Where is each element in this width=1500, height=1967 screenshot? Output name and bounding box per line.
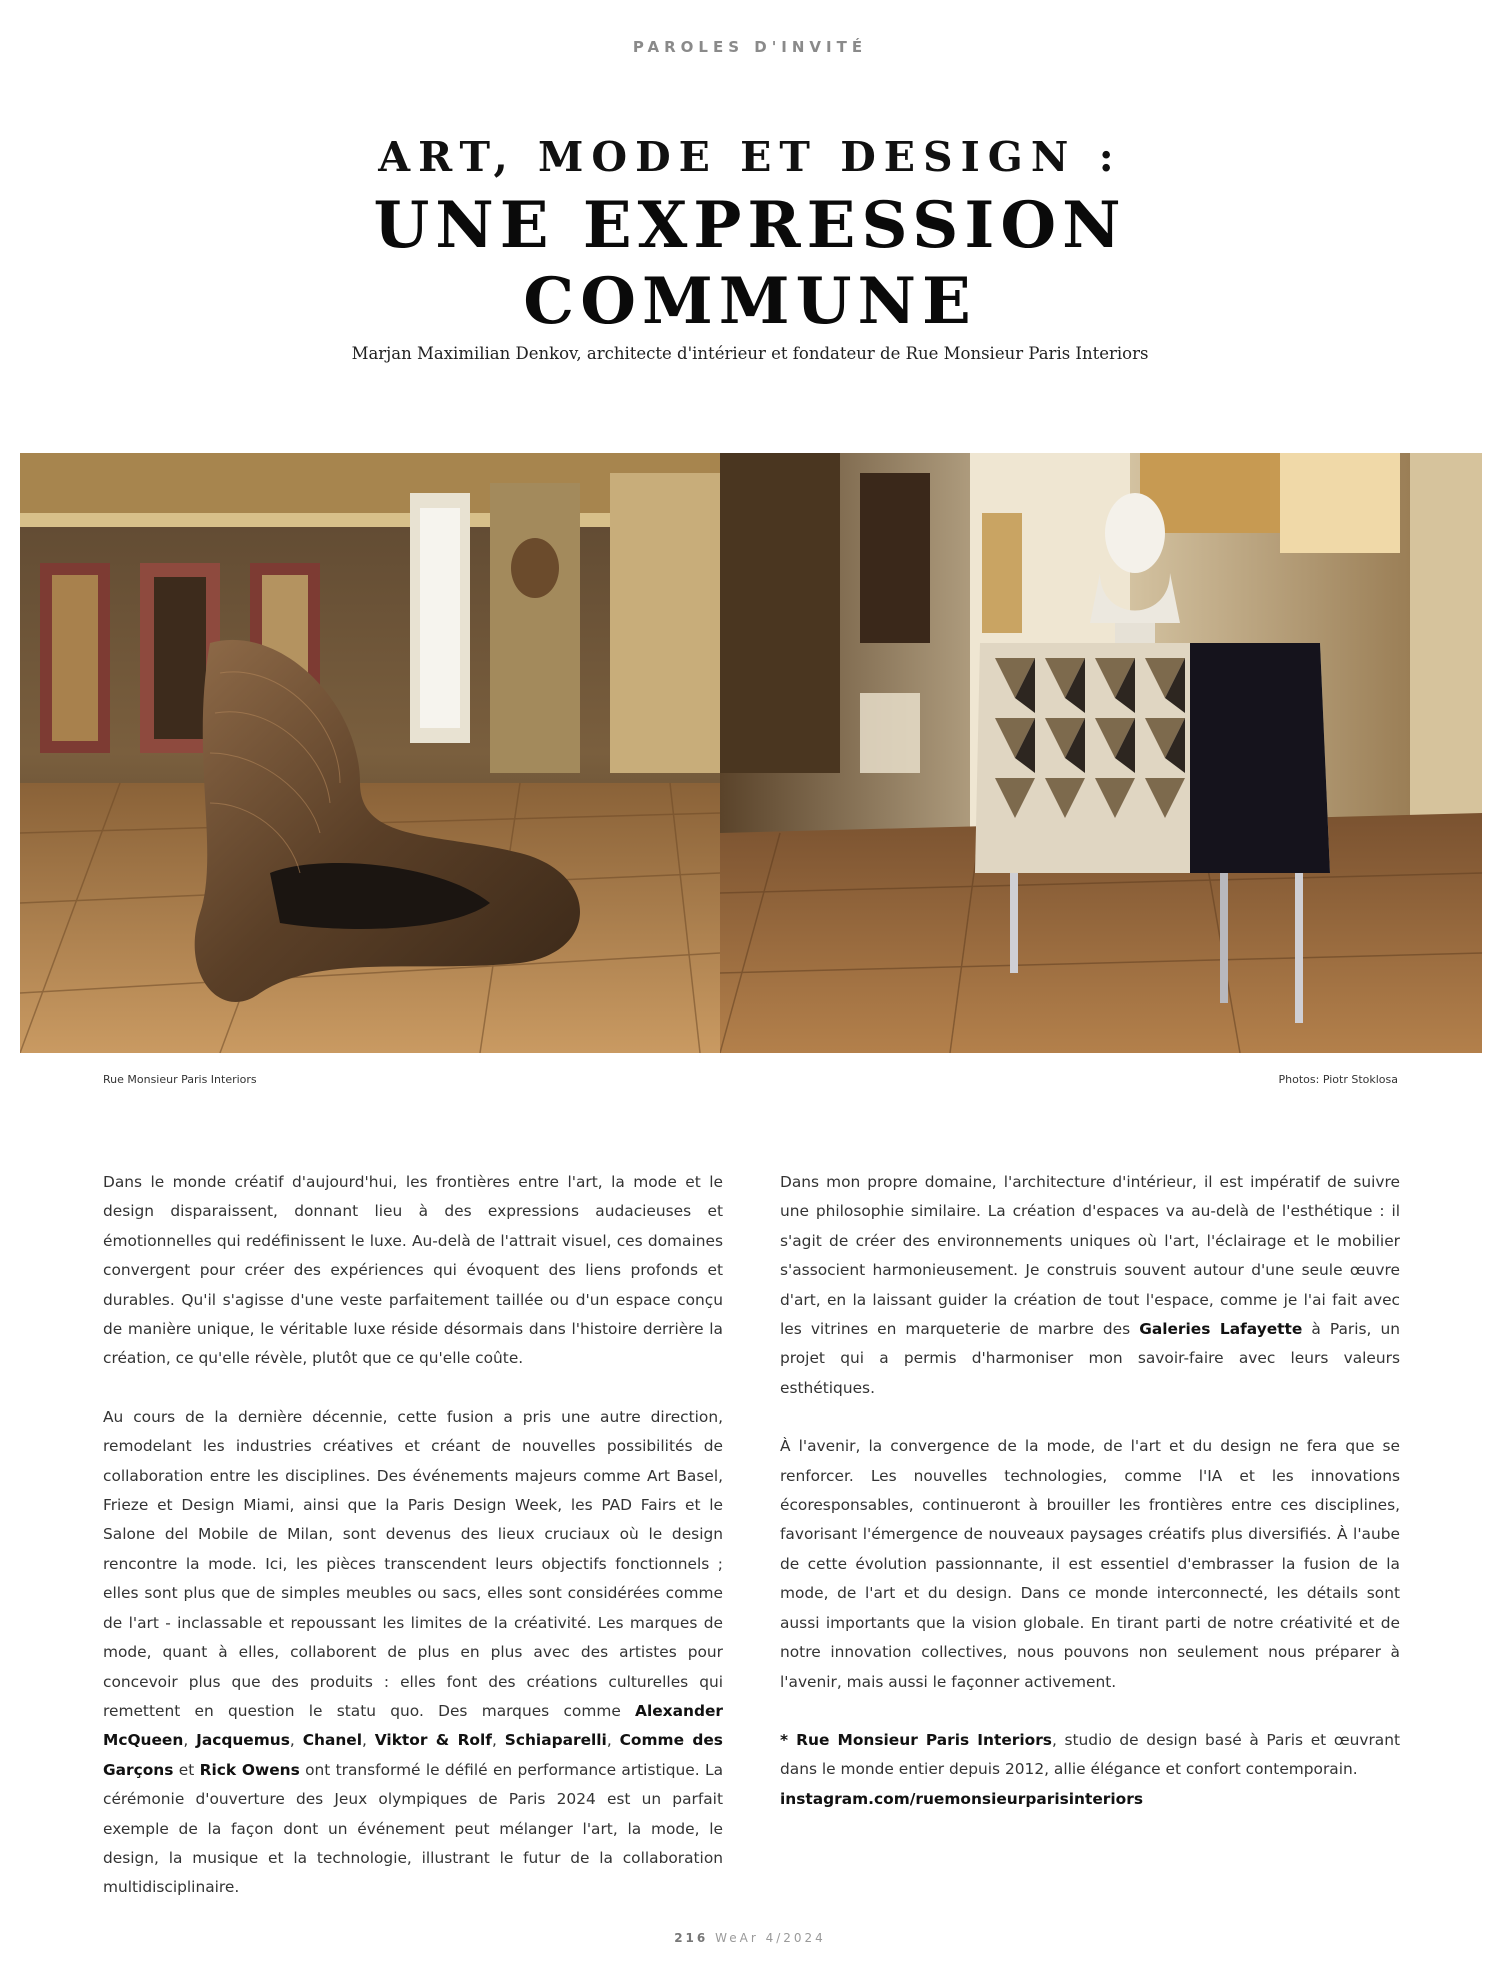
page-number: 216 [674,1931,709,1945]
paragraph: Dans le monde créatif d'aujourd'hui, les frontières entre l'art, la mode et le design disparaissent, donnant lieu à des expressions audacieuses et émotionnelles qui redéfinissent le luxe. Au-delà de l'attrait visuel, ces domaines convergent pour créer des expériences qui évoquent des liens profonds et durables. Qu'il s'agisse d'une veste parfaitement taillée ou d'un espace conçu de manière unique, le véritable luxe réside désormais dans l'histoire derrière la création, ce qu'elle révèle, plutôt que ce qu'elle coûte. [103,1173,723,1368]
paragraph-brands: Au cours de la dernière décennie, cette fusion a pris une autre direction, remodelant les industries créatives et créant de nouvelles possibilités de collaboration entre les disciplines. Des événements majeurs comme Art Basel, Frieze et Design Miami, ainsi que la Paris Design Week, les PAD Fairs et le Salone del Mobile de Milan, sont devenus des lieux cruciaux où le design rencontre la mode. Ici, les pièces transcendent leurs objectifs fonctionnels ; elles sont plus que de simples meubles ou sacs, elles sont considérées comme de l'art - inclassable et repoussant les limites de la créativité. Les marques de mode, quant à elles, collaborent de plus en plus avec des artistes pour concevoir plus que des produits : elles font des créations culturelles qui remettent en question le statu quo. Des marques comme Alexander McQueen, Jacquemus, Chanel, Viktor & Rolf, Schiaparelli, Comme des Garçons et Rick Owens ont transformé le défilé en performance artistique. La cérémonie d'ouverture des Jeux olympiques de Paris 2024 est un parfait exemple de la façon dont un événement peut mélanger l'art, la mode, le design, la musique et la technologie, illustrant le futur de la collaboration multidisciplinaire. [103,1407,724,1897]
brand-name: Rick Owens [199,1760,300,1779]
studio-name: Rue Monsieur Paris Interiors [796,1730,1052,1749]
brand-name: Jacquemus [196,1731,290,1750]
article-column-left [103,1168,723,1932]
photo-credit: Photos: Piotr Stoklosa [1278,1073,1398,1086]
photo-cabinet [720,453,1482,1053]
paragraph: À l'avenir, la convergence de la mode, de l'art et du design ne fera que se renforcer. Les nouvelles technologies, comme l'IA et les innovations écoresponsables, continueront à brouiller les frontières entre ces disciplines, favorisant l'émergence de nouveaux paysages créatifs plus diversifiés. À l'aube de cette évolution passionnante, il est essentiel d'embrasser la fusion de la mode, de l'art et du design. Dans ce monde interconnecté, les détails sont aussi importants que la vision globale. En tirant parti de notre créativité et de notre innovation collectives, nous pouvons non seulement nous préparer à l'avenir, mais aussi le façonner activement. [780,1437,1400,1691]
photo-caption-left: Rue Monsieur Paris Interiors [103,1073,257,1086]
issue-label: WeAr 4/2024 [715,1931,826,1945]
brand-name: Alexander McQueen [103,1701,723,1750]
photo-lounge-chair [20,453,720,1053]
headline-line-3: COMMUNE [523,264,977,339]
brand-name: Comme des Garçons [103,1731,723,1779]
brand-name: Galeries Lafayette [1139,1320,1303,1339]
page-footer [0,1931,1500,1945]
cabinet-illustration [720,453,1482,1053]
article-column-right [780,1168,1400,1843]
byline: Marjan Maximilian Denkov, architecte d'intérieur et fondateur de Rue Monsieur Paris Interiors [351,344,1149,363]
author-note: * Rue Monsieur Paris Interiors, studio de design basé à Paris et œuvrant dans le monde entier depuis 2012, allie élégance et confort contemporain. instagram.com/ruemonsieurparisinteriors [780,1726,1400,1814]
headline-line-1: ART, MODE ET DESIGN : [378,133,1122,181]
instagram-link[interactable]: instagram.com/ruemonsieurparisinteriors [780,1789,1143,1808]
brand-name: Viktor & Rolf [374,1731,492,1750]
section-kicker: PAROLES D'INVITÉ [632,38,868,56]
brand-name: Schiaparelli [504,1731,607,1750]
brand-name: Chanel [302,1731,362,1750]
headline-line-2: UNE EXPRESSION [373,188,1127,263]
paragraph-lafayette: Dans mon propre domaine, l'architecture d'intérieur, il est impératif de suivre une philosophie similaire. La création d'espaces va au-delà de l'esthétique : il s'agit de créer des environnements uniques où l'art, l'éclairage et le mobilier s'associent harmonieusement. Je construis souvent autour d'une seule œuvre d'art, en la laissant guider la création de tout l'espace, comme je l'ai fait avec les vitrines en marqueterie de marbre des Galeries Lafayette à Paris, un projet qui a permis d'harmoniser mon savoir-faire avec leurs valeurs esthétiques. [780,1173,1400,1397]
headline-main [0,188,1500,340]
lounge-chair-illustration [20,453,720,1053]
